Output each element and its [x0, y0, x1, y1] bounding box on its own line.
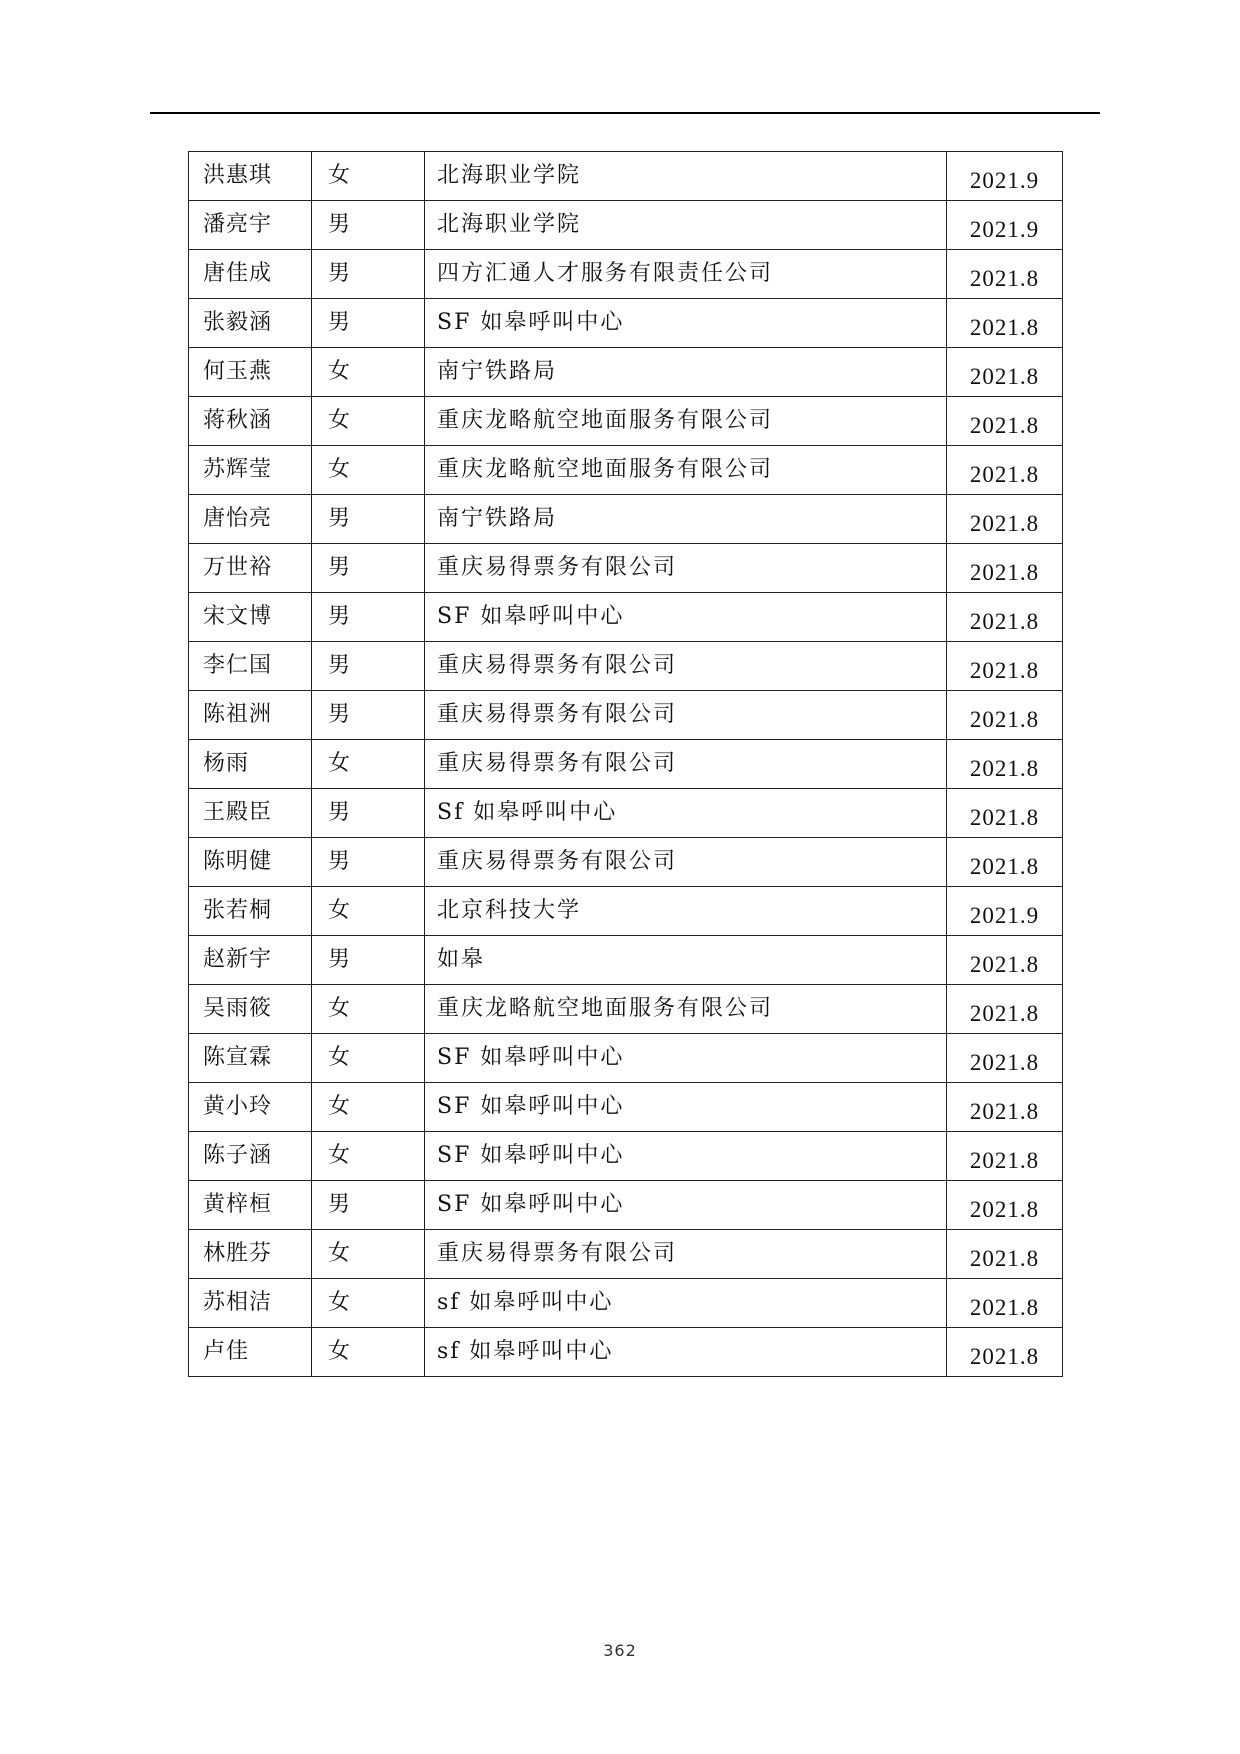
name-cell: 陈明健 — [189, 838, 312, 887]
gender-cell: 男 — [312, 201, 425, 250]
table-row — [189, 838, 1063, 887]
name-cell: 黄梓桓 — [189, 1181, 312, 1230]
organization-cell: 北海职业学院 — [425, 201, 947, 250]
gender-cell: 女 — [312, 1034, 425, 1083]
organization-cell: 重庆龙略航空地面服务有限公司 — [425, 446, 947, 495]
gender-cell: 男 — [312, 299, 425, 348]
name-cell: 洪惠琪 — [189, 152, 312, 201]
organization-cell: SF 如皋呼叫中心 — [425, 1132, 947, 1181]
table-row — [189, 936, 1063, 985]
date-cell: 2021.8 — [947, 593, 1063, 642]
table-row — [189, 152, 1063, 201]
gender-cell: 男 — [312, 642, 425, 691]
name-cell: 唐怡亮 — [189, 495, 312, 544]
table-row — [189, 1230, 1063, 1279]
gender-cell: 女 — [312, 1132, 425, 1181]
gender-cell: 男 — [312, 1181, 425, 1230]
name-cell: 宋文博 — [189, 593, 312, 642]
table-row — [189, 1328, 1063, 1377]
name-cell: 林胜芬 — [189, 1230, 312, 1279]
organization-cell: 南宁铁路局 — [425, 348, 947, 397]
organization-cell: 重庆易得票务有限公司 — [425, 544, 947, 593]
date-cell: 2021.8 — [947, 1083, 1063, 1132]
date-cell: 2021.9 — [947, 152, 1063, 201]
name-cell: 李仁国 — [189, 642, 312, 691]
date-cell: 2021.8 — [947, 1181, 1063, 1230]
organization-cell: 重庆易得票务有限公司 — [425, 838, 947, 887]
gender-cell: 女 — [312, 740, 425, 789]
date-cell: 2021.8 — [947, 446, 1063, 495]
name-cell: 唐佳成 — [189, 250, 312, 299]
date-cell: 2021.8 — [947, 936, 1063, 985]
table-row — [189, 740, 1063, 789]
gender-cell: 男 — [312, 936, 425, 985]
name-cell: 蒋秋涵 — [189, 397, 312, 446]
header-rule — [150, 112, 1100, 114]
gender-cell: 女 — [312, 348, 425, 397]
date-cell: 2021.8 — [947, 495, 1063, 544]
gender-cell: 女 — [312, 397, 425, 446]
organization-cell: sf 如皋呼叫中心 — [425, 1328, 947, 1377]
name-cell: 王殿臣 — [189, 789, 312, 838]
name-cell: 张若桐 — [189, 887, 312, 936]
table-row — [189, 593, 1063, 642]
table-row — [189, 887, 1063, 936]
date-cell: 2021.8 — [947, 838, 1063, 887]
date-cell: 2021.8 — [947, 985, 1063, 1034]
table-row — [189, 789, 1063, 838]
page-number: 362 — [603, 1641, 637, 1660]
organization-cell: SF 如皋呼叫中心 — [425, 1181, 947, 1230]
gender-cell: 女 — [312, 887, 425, 936]
date-cell: 2021.9 — [947, 887, 1063, 936]
date-cell: 2021.8 — [947, 544, 1063, 593]
organization-cell: 重庆龙略航空地面服务有限公司 — [425, 985, 947, 1034]
organization-cell: sf 如皋呼叫中心 — [425, 1279, 947, 1328]
gender-cell: 男 — [312, 593, 425, 642]
gender-cell: 男 — [312, 250, 425, 299]
gender-cell: 男 — [312, 789, 425, 838]
name-cell: 陈祖洲 — [189, 691, 312, 740]
name-cell: 吴雨筱 — [189, 985, 312, 1034]
table-row — [189, 544, 1063, 593]
table-row — [189, 299, 1063, 348]
gender-cell: 女 — [312, 1328, 425, 1377]
date-cell: 2021.8 — [947, 397, 1063, 446]
gender-cell: 男 — [312, 495, 425, 544]
date-cell: 2021.8 — [947, 740, 1063, 789]
table-row — [189, 201, 1063, 250]
gender-cell: 男 — [312, 691, 425, 740]
date-cell: 2021.8 — [947, 691, 1063, 740]
organization-cell: 四方汇通人才服务有限责任公司 — [425, 250, 947, 299]
name-cell: 张毅涵 — [189, 299, 312, 348]
name-cell: 赵新宇 — [189, 936, 312, 985]
table-row — [189, 397, 1063, 446]
organization-cell: Sf 如皋呼叫中心 — [425, 789, 947, 838]
table-row — [189, 446, 1063, 495]
roster-table-body — [189, 152, 1063, 1377]
name-cell: 何玉燕 — [189, 348, 312, 397]
organization-cell: 南宁铁路局 — [425, 495, 947, 544]
gender-cell: 男 — [312, 544, 425, 593]
name-cell: 苏辉莹 — [189, 446, 312, 495]
organization-cell: SF 如皋呼叫中心 — [425, 1083, 947, 1132]
date-cell: 2021.8 — [947, 1328, 1063, 1377]
name-cell: 潘亮宇 — [189, 201, 312, 250]
date-cell: 2021.8 — [947, 250, 1063, 299]
table-row — [189, 1181, 1063, 1230]
table-row — [189, 250, 1063, 299]
organization-cell: 重庆易得票务有限公司 — [425, 642, 947, 691]
organization-cell: 如皋 — [425, 936, 947, 985]
table-row — [189, 691, 1063, 740]
table-row — [189, 642, 1063, 691]
organization-cell: 重庆易得票务有限公司 — [425, 691, 947, 740]
table-row — [189, 985, 1063, 1034]
date-cell: 2021.8 — [947, 789, 1063, 838]
name-cell: 苏相洁 — [189, 1279, 312, 1328]
date-cell: 2021.8 — [947, 299, 1063, 348]
gender-cell: 女 — [312, 1230, 425, 1279]
organization-cell: 重庆易得票务有限公司 — [425, 1230, 947, 1279]
name-cell: 黄小玲 — [189, 1083, 312, 1132]
organization-cell: 重庆龙略航空地面服务有限公司 — [425, 397, 947, 446]
name-cell: 卢佳 — [189, 1328, 312, 1377]
date-cell: 2021.8 — [947, 348, 1063, 397]
date-cell: 2021.8 — [947, 1034, 1063, 1083]
table-row — [189, 1083, 1063, 1132]
gender-cell: 女 — [312, 985, 425, 1034]
gender-cell: 女 — [312, 446, 425, 495]
organization-cell: 北京科技大学 — [425, 887, 947, 936]
organization-cell: SF 如皋呼叫中心 — [425, 299, 947, 348]
table-row — [189, 1034, 1063, 1083]
gender-cell: 女 — [312, 152, 425, 201]
name-cell: 陈子涵 — [189, 1132, 312, 1181]
organization-cell: 重庆易得票务有限公司 — [425, 740, 947, 789]
organization-cell: SF 如皋呼叫中心 — [425, 593, 947, 642]
date-cell: 2021.8 — [947, 642, 1063, 691]
table-row — [189, 495, 1063, 544]
gender-cell: 男 — [312, 838, 425, 887]
date-cell: 2021.9 — [947, 201, 1063, 250]
name-cell: 杨雨 — [189, 740, 312, 789]
gender-cell: 女 — [312, 1279, 425, 1328]
gender-cell: 女 — [312, 1083, 425, 1132]
organization-cell: SF 如皋呼叫中心 — [425, 1034, 947, 1083]
table-row — [189, 348, 1063, 397]
table-row — [189, 1279, 1063, 1328]
date-cell: 2021.8 — [947, 1132, 1063, 1181]
name-cell: 陈宣霖 — [189, 1034, 312, 1083]
name-cell: 万世裕 — [189, 544, 312, 593]
table-row — [189, 1132, 1063, 1181]
date-cell: 2021.8 — [947, 1279, 1063, 1328]
roster-table — [188, 151, 1063, 1377]
date-cell: 2021.8 — [947, 1230, 1063, 1279]
organization-cell: 北海职业学院 — [425, 152, 947, 201]
